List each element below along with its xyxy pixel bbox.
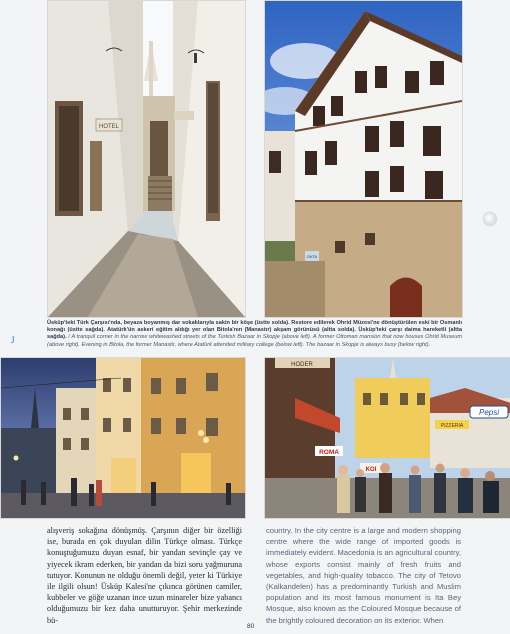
museum-sign: OKTA xyxy=(306,254,318,259)
right-column-paragraph: country. In the city centre is a large and modern shopping centre where the wide range of imported goods is immediately evident. Macedonia is an agricultural country, whose exports consist mainly of fresh fruits and vegetables, and high-quality tobacco. The city of Tetovo (Kalkandelen) has a predominantly Turkish and Muslim population and its most famous monument is Ita Bey Mosque, also known as the Coloured Mosque because of the brightly coloured decoration on its exterior. When xyxy=(266,526,461,625)
pepsi-sign: Pepsi xyxy=(478,408,500,417)
caption-turkish: Üsküp'teki Türk Çarşısı'nda, beyaza boyanmış dar sokaklarıyla sakin bir köşe (üstte solda). Restore edilerek Ohrid Müzesi'ne dönüştürülen eski bir Osmanlı konağı (üstte sağda). Atatürk'ün askeri eğitim aldığı yer olan Bitola'nın (Manastır) akşam görünüsü (altta solda). Üsküp'teki çarşı daima hareketli (altta sağda). xyxy=(47,320,462,341)
caption-english: / A tranquil corner in the narrow whitewashed streets of the Turkish Bazaar in Skopje (above left). A former Ottoman mansion that now houses Ohrid Museum (above right). Evening in Bitola, the former Manastir, where Atatürk attended military college (below left). The bazaar in Skopje is always busy (below right). xyxy=(47,334,462,348)
photo-bazaar-street xyxy=(47,0,246,318)
hotel-sign: HOTEL xyxy=(98,124,120,130)
photo-skopje-bazaar xyxy=(264,357,510,519)
photo-bitola-evening xyxy=(0,357,246,519)
photo-caption xyxy=(47,320,462,349)
margin-marker: J xyxy=(11,335,15,345)
pizzeria-sign: PIZZERIA xyxy=(440,423,464,429)
body-text-turkish xyxy=(47,525,242,626)
binder-hole xyxy=(484,213,496,225)
left-column-paragraph: alışveriş sokağına dönüşmüş. Çarşının diğer bir özelliği ise, burada en çok duyulan dilin Türkçe olması. Türkçe konuştuğumuzu duyan esnaf, bir yandan sevinçle çay ve yiyecek ikram ederken, bir yandan da bizi soru yağmuruna tutuyor. Konunun ne olduğu önemli değil, yeter ki Türkiye ile ilgili olsun! Üsküp Kalesi'ne çıkınca görünen camiler, kubbeler ve göğe uzanan ince uzun minareler bize yabancı olduğumuzu bir kez daha unutturuyor. Şehir merkezinde bü- xyxy=(47,526,242,625)
koi-sign: KOI xyxy=(365,467,377,473)
roma-sign: ROMA xyxy=(319,449,339,456)
body-text-english xyxy=(266,525,461,626)
photo-ottoman-mansion xyxy=(264,0,463,318)
hoder-sign: HODER xyxy=(291,362,313,368)
page-number: 80 xyxy=(247,623,255,630)
